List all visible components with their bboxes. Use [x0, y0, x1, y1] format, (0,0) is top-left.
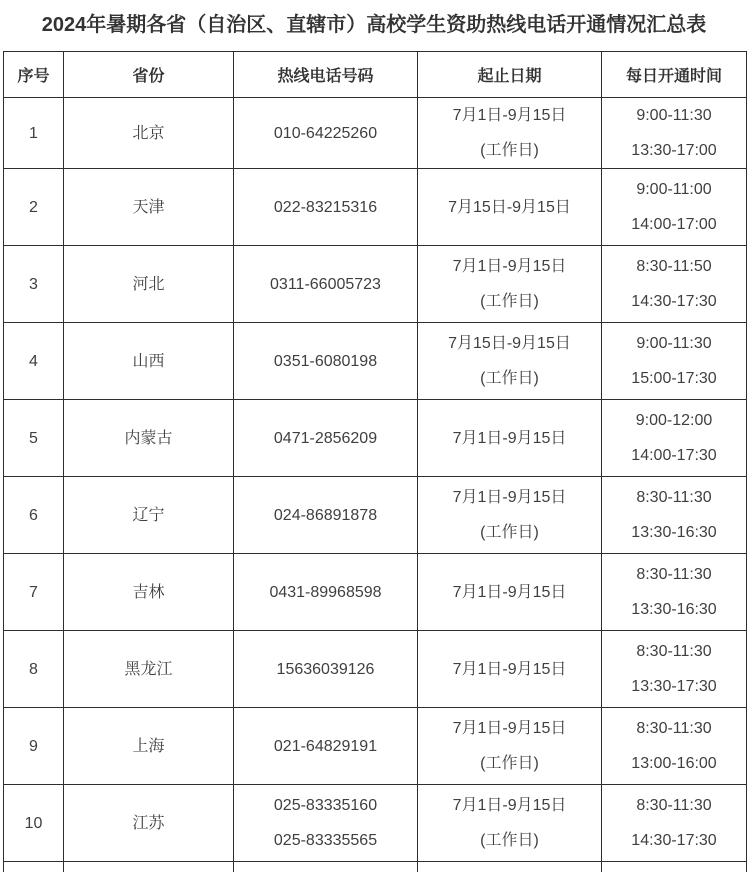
table-row	[4, 323, 747, 400]
row-number-cell	[4, 708, 64, 785]
date-cell	[418, 708, 602, 785]
province-cell	[64, 400, 234, 477]
date-cell-line: 7月1日-9月15日	[452, 797, 567, 814]
time-cell	[602, 98, 747, 169]
phone-cell	[234, 708, 418, 785]
phone-cell	[234, 98, 418, 169]
partial-row	[4, 862, 747, 872]
time-cell-line: 14:00-17:30	[631, 447, 717, 464]
date-cell-line: 7月1日-9月15日	[452, 107, 567, 124]
time-cell-line: 14:00-17:00	[631, 216, 717, 233]
province-cell-line: 内蒙古	[124, 429, 173, 447]
date-cell-line: 7月1日-9月15日	[452, 489, 567, 506]
date-cell	[418, 631, 602, 708]
empty-cell	[602, 862, 747, 872]
phone-cell-line: 025-83335160	[273, 797, 378, 814]
phone-cell-line: 010-64225260	[273, 124, 378, 142]
time-cell	[602, 477, 747, 554]
row-number-cell-line: 3	[29, 275, 38, 293]
time-cell-line: 8:30-11:30	[636, 643, 712, 660]
time-cell-line: 13:30-16:30	[631, 601, 717, 618]
province-cell-line: 江苏	[132, 814, 165, 832]
column-header-0: 序号	[4, 52, 64, 98]
time-cell	[602, 785, 747, 862]
date-cell-line: 7月15日-9月15日	[448, 198, 571, 216]
empty-cell	[4, 862, 64, 872]
phone-cell-line: 021-64829191	[273, 737, 378, 755]
phone-cell-line: 15636039126	[276, 660, 375, 678]
table-row	[4, 98, 747, 169]
column-header-3: 起止日期	[418, 52, 602, 98]
row-number-cell	[4, 246, 64, 323]
time-cell-line: 8:30-11:30	[636, 720, 712, 737]
province-cell-line: 吉林	[132, 583, 165, 601]
time-cell-line: 13:30-16:30	[631, 524, 717, 541]
row-number-cell-line: 7	[29, 583, 38, 601]
time-cell	[602, 554, 747, 631]
empty-cell	[418, 862, 602, 872]
time-cell-line: 8:30-11:50	[636, 258, 712, 275]
province-cell-line: 天津	[132, 198, 165, 216]
header-row	[4, 52, 747, 98]
time-cell	[602, 631, 747, 708]
row-number-cell-line: 8	[29, 660, 38, 678]
phone-cell-line: 0431-89968598	[269, 583, 382, 601]
time-cell-line: 9:00-11:00	[636, 181, 712, 198]
table-row	[4, 785, 747, 862]
time-cell-line: 13:00-16:00	[631, 755, 717, 772]
province-cell	[64, 246, 234, 323]
province-cell	[64, 323, 234, 400]
phone-cell	[234, 554, 418, 631]
table-row	[4, 169, 747, 246]
province-cell	[64, 169, 234, 246]
phone-cell	[234, 631, 418, 708]
phone-cell-line: 0471-2856209	[273, 429, 378, 447]
table-row	[4, 477, 747, 554]
row-number-cell-line: 5	[29, 429, 38, 447]
page-title: 2024年暑期各省（自治区、直辖市）高校学生资助热线电话开通情况汇总表	[41, 14, 707, 36]
province-cell	[64, 785, 234, 862]
table-row	[4, 708, 747, 785]
row-number-cell	[4, 98, 64, 169]
time-cell-line: 8:30-11:30	[636, 797, 712, 814]
phone-cell	[234, 477, 418, 554]
province-cell-line: 上海	[132, 737, 165, 755]
phone-cell-line: 0311-66005723	[270, 275, 381, 293]
province-cell	[64, 98, 234, 169]
phone-cell-line: 024-86891878	[273, 506, 378, 524]
province-cell	[64, 477, 234, 554]
row-number-cell	[4, 169, 64, 246]
table-body	[4, 98, 747, 872]
row-number-cell	[4, 477, 64, 554]
date-cell	[418, 246, 602, 323]
province-cell-line: 辽宁	[132, 506, 165, 524]
date-cell-line: (工作日)	[480, 755, 539, 772]
time-cell-line: 13:30-17:00	[631, 142, 717, 159]
date-cell	[418, 554, 602, 631]
time-cell-line: 14:30-17:30	[631, 293, 717, 310]
date-cell-line: 7月15日-9月15日	[448, 335, 571, 352]
province-cell-line: 河北	[132, 275, 165, 293]
phone-cell-line: 022-83215316	[273, 198, 378, 216]
time-cell-line: 9:00-12:00	[635, 412, 713, 429]
date-cell-line: (工作日)	[480, 293, 539, 310]
row-number-cell-line: 9	[29, 737, 38, 755]
table-row	[4, 631, 747, 708]
date-cell	[418, 400, 602, 477]
time-cell-line: 14:30-17:30	[631, 832, 717, 849]
row-number-cell-line: 10	[24, 814, 43, 832]
province-cell-line: 山西	[132, 352, 165, 370]
row-number-cell-line: 4	[29, 352, 38, 370]
date-cell	[418, 98, 602, 169]
date-cell	[418, 785, 602, 862]
date-cell	[418, 323, 602, 400]
date-cell-line: 7月1日-9月15日	[452, 660, 567, 678]
date-cell-line: (工作日)	[480, 832, 539, 849]
table-row	[4, 554, 747, 631]
date-cell-line: 7月1日-9月15日	[452, 258, 567, 275]
time-cell	[602, 169, 747, 246]
phone-cell	[234, 785, 418, 862]
date-cell-line: 7月1日-9月15日	[452, 583, 567, 601]
time-cell	[602, 246, 747, 323]
date-cell-line: 7月1日-9月15日	[452, 429, 567, 447]
table-row	[4, 400, 747, 477]
date-cell-line: (工作日)	[480, 370, 539, 387]
date-cell	[418, 169, 602, 246]
phone-cell	[234, 400, 418, 477]
time-cell	[602, 400, 747, 477]
phone-cell	[234, 169, 418, 246]
row-number-cell	[4, 400, 64, 477]
date-cell	[418, 477, 602, 554]
time-cell-line: 9:00-11:30	[636, 107, 712, 124]
row-number-cell	[4, 785, 64, 862]
time-cell	[602, 323, 747, 400]
province-cell	[64, 631, 234, 708]
time-cell-line: 8:30-11:30	[636, 489, 712, 506]
row-number-cell-line: 2	[29, 198, 38, 216]
column-header-1: 省份	[64, 52, 234, 98]
time-cell-line: 8:30-11:30	[636, 566, 712, 583]
column-header-4: 每日开通时间	[602, 52, 747, 98]
time-cell-line: 15:00-17:30	[631, 370, 717, 387]
empty-cell	[234, 862, 418, 872]
phone-cell	[234, 323, 418, 400]
empty-cell	[64, 862, 234, 872]
row-number-cell	[4, 323, 64, 400]
province-cell-line: 黑龙江	[124, 660, 173, 678]
row-number-cell-line: 6	[29, 506, 38, 524]
phone-cell-line: 025-83335565	[273, 832, 378, 849]
time-cell-line: 13:30-17:30	[631, 678, 717, 695]
table-header	[4, 52, 747, 98]
time-cell-line: 9:00-11:30	[636, 335, 712, 352]
phone-cell-line: 0351-6080198	[273, 352, 378, 370]
date-cell-line: (工作日)	[480, 142, 539, 159]
row-number-cell-line: 1	[29, 124, 38, 142]
row-number-cell	[4, 554, 64, 631]
province-cell	[64, 708, 234, 785]
phone-cell	[234, 246, 418, 323]
time-cell	[602, 708, 747, 785]
column-header-2: 热线电话号码	[234, 52, 418, 98]
hotline-summary-table	[3, 51, 747, 872]
date-cell-line: (工作日)	[480, 524, 539, 541]
table-row	[4, 246, 747, 323]
province-cell	[64, 554, 234, 631]
date-cell-line: 7月1日-9月15日	[452, 720, 567, 737]
province-cell-line: 北京	[132, 124, 165, 142]
row-number-cell	[4, 631, 64, 708]
